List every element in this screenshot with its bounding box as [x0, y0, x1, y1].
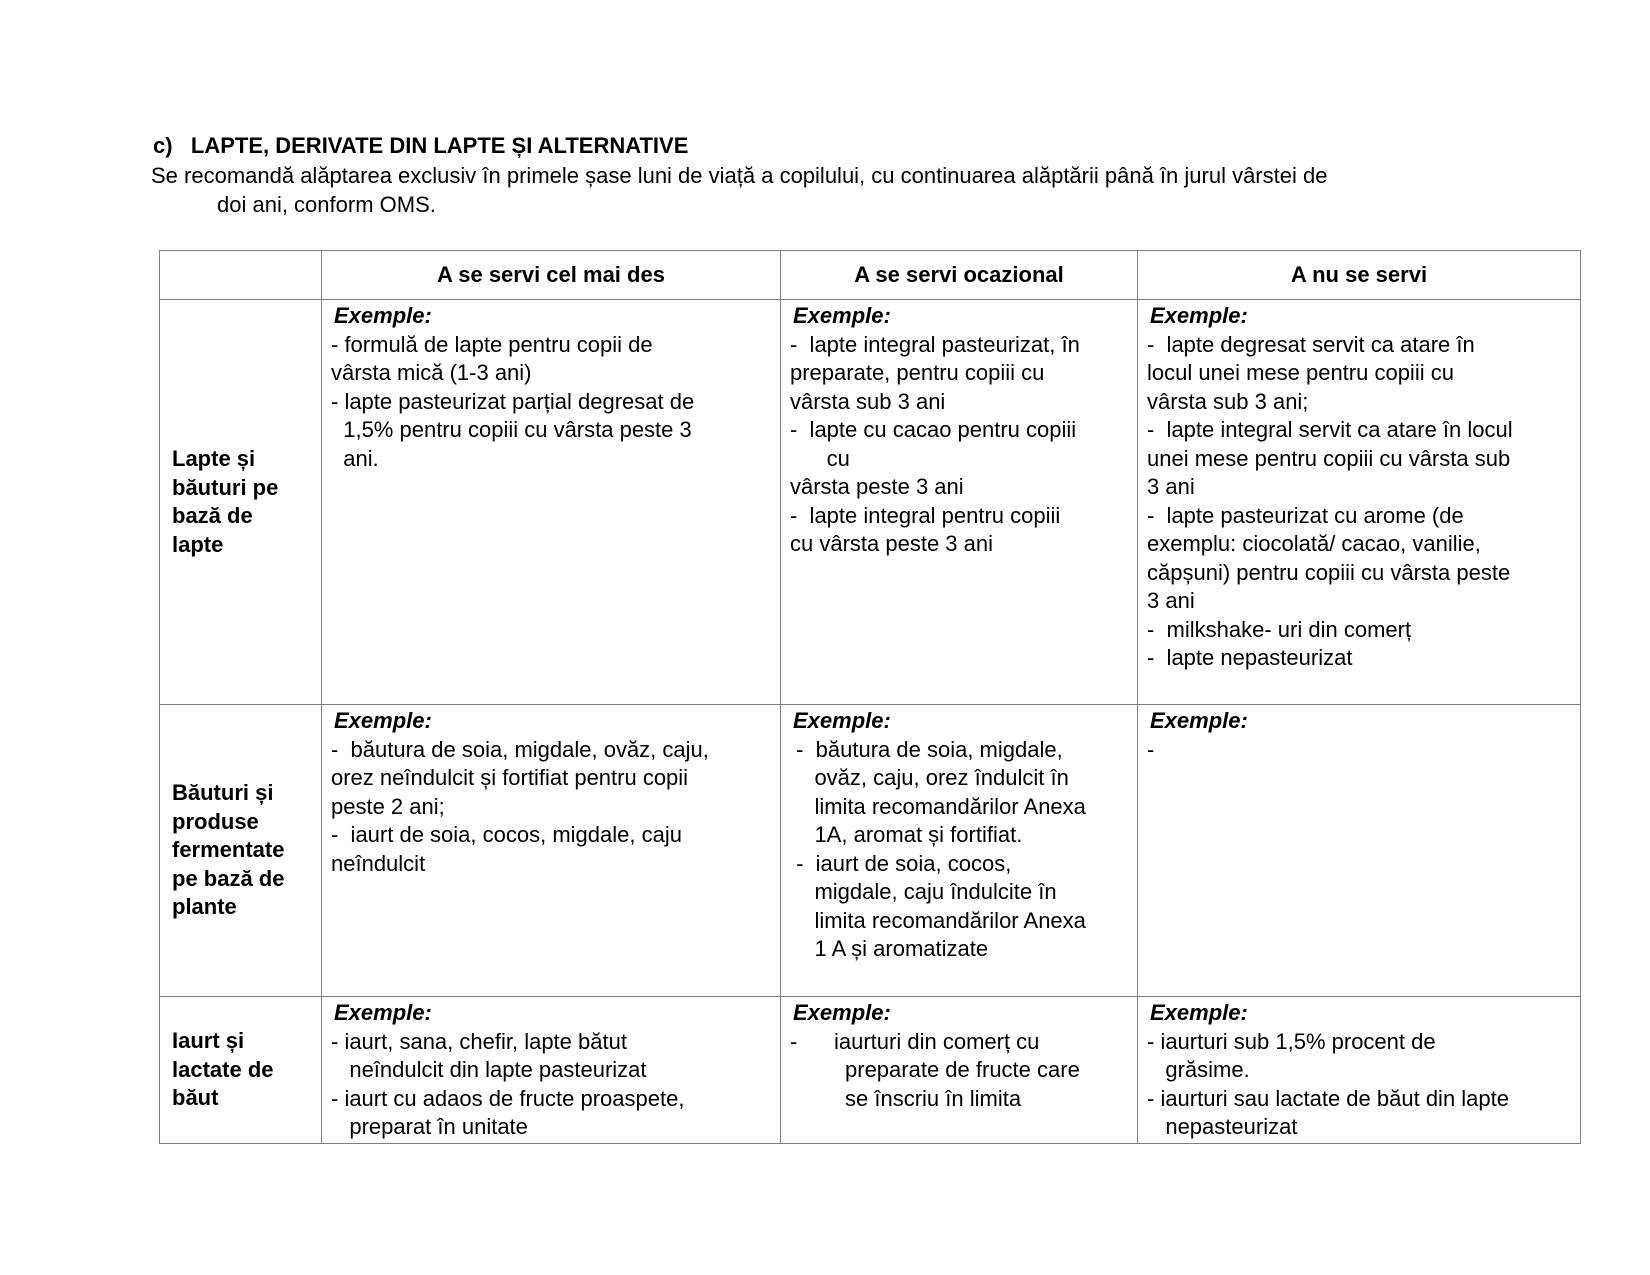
section-marker: c) [153, 133, 173, 158]
examples-label: Exemple: [1150, 303, 1248, 328]
cell-line: preparat în unitate [331, 1114, 528, 1139]
examples-label: Exemple: [334, 303, 432, 328]
examples-label: Exemple: [793, 708, 891, 733]
cell-line: - iaurt de soia, cocos, [790, 850, 1012, 876]
row-label-line: Iaurt și [172, 1028, 245, 1054]
header-row [160, 251, 1581, 300]
cell-line: 3 ani [1147, 588, 1195, 613]
cell-line: - iaurt de soia, cocos, migdale, caju [331, 822, 682, 847]
section-heading [153, 133, 688, 159]
cell-line: căpșuni) pentru copiii cu vârsta peste [1147, 559, 1511, 585]
cell-line: neîndulcit [331, 850, 426, 876]
cell-do-not-serve [1138, 300, 1581, 705]
header-occasionally: A se servi ocazional [781, 251, 1138, 300]
row-label-line: produse [172, 808, 259, 834]
examples-label: Exemple: [334, 1000, 432, 1025]
row-label-line: plante [172, 894, 237, 920]
cell-line: - lapte integral servit ca atare în locul [1147, 417, 1513, 442]
cell-do-not-serve [1138, 997, 1581, 1144]
cell-line: - lapte cu cacao pentru copiii [790, 417, 1077, 442]
table-row [160, 997, 1581, 1144]
cell-line: ani. [331, 445, 379, 471]
cell-line: - băutura de soia, migdale, ovăz, caju, [331, 736, 709, 762]
intro-line: Se recomandă alăptarea exclusiv în primele șase luni de viață a copilului, cu continuarea alăptării până în jurul vârstei de [151, 163, 1328, 188]
examples-label: Exemple: [334, 708, 432, 733]
cell-line: - lapte nepasteurizat [1147, 645, 1353, 670]
cell-most-often [322, 997, 781, 1144]
cell-line: - lapte integral pentru copiii [790, 502, 1061, 528]
cell-line: - iaurturi din comerț cu [790, 1028, 1040, 1054]
intro-paragraph [151, 162, 1327, 219]
cell-line: - lapte degresat servit ca atare în [1147, 331, 1475, 357]
cell-line: - milkshake- uri din comerț [1147, 616, 1412, 642]
row-label [160, 300, 322, 705]
section-title: LAPTE, DERIVATE DIN LAPTE ȘI ALTERNATIVE [190, 133, 689, 158]
cell-line: orez neîndulcit și fortifiat pentru copii [331, 765, 689, 790]
cell-line: 3 ani [1147, 474, 1195, 499]
row-label-line: fermentate [172, 837, 285, 863]
row-label-line: lapte [172, 531, 224, 557]
cell-do-not-serve [1138, 705, 1581, 997]
row-label-line: bază de [172, 503, 253, 528]
row-label-line: Băuturi și [172, 780, 274, 806]
cell-most-often [322, 300, 781, 705]
cell-line: ovăz, caju, orez îndulcit în [790, 765, 1069, 790]
cell-occasionally [781, 705, 1138, 997]
cell-line: - iaurt cu adaos de fructe proaspete, [331, 1085, 685, 1111]
header-empty [160, 251, 322, 300]
header-most-often: A se servi cel mai des [322, 251, 781, 300]
examples-label: Exemple: [1150, 708, 1248, 733]
cell-line: vârsta mică (1-3 ani) [331, 360, 532, 385]
cell-line: grăsime. [1147, 1057, 1250, 1082]
cell-line: 1,5% pentru copiii cu vârsta peste 3 [331, 417, 692, 442]
cell-line: - lapte pasteurizat cu arome (de [1147, 502, 1464, 528]
row-label [160, 997, 322, 1144]
cell-occasionally [781, 300, 1138, 705]
cell-line: 1 A și aromatizate [790, 936, 989, 961]
table-row [160, 300, 1581, 705]
row-label-line: băuturi pe [172, 474, 279, 500]
cell-line: unei mese pentru copiii cu vârsta sub [1147, 445, 1511, 471]
cell-line: se înscriu în limita [790, 1085, 1022, 1111]
row-label-line: băut [172, 1085, 219, 1111]
cell-line: preparate, pentru copiii cu [790, 360, 1045, 385]
table-row [160, 705, 1581, 997]
cell-line: - lapte pasteurizat parțial degresat de [331, 388, 695, 414]
row-label [160, 705, 322, 997]
examples-label: Exemple: [1150, 1000, 1248, 1025]
cell-line: - formulă de lapte pentru copii de [331, 331, 653, 357]
cell-line: neîndulcit din lapte pasteurizat [331, 1057, 647, 1082]
row-label-line: pe bază de [172, 865, 285, 891]
cell-line: cu vârsta peste 3 ani [790, 531, 994, 556]
cell-line: - băutura de soia, migdale, [790, 736, 1063, 762]
cell-line: cu [790, 445, 850, 471]
cell-line: locul unei mese pentru copiii cu [1147, 360, 1454, 385]
cell-line: - iaurturi sub 1,5% procent de [1147, 1028, 1436, 1054]
row-label-line: Lapte și [172, 446, 256, 471]
cell-line: peste 2 ani; [331, 793, 445, 819]
cell-line: - [1147, 736, 1155, 762]
cell-line: preparate de fructe care [790, 1057, 1080, 1082]
cell-line: nepasteurizat [1147, 1114, 1298, 1139]
examples-label: Exemple: [793, 303, 891, 328]
cell-line: limita recomandărilor Anexa [790, 907, 1086, 933]
cell-line: limita recomandărilor Anexa [790, 793, 1086, 819]
row-label-line: lactate de [172, 1056, 274, 1082]
cell-most-often [322, 705, 781, 997]
cell-line: migdale, caju îndulcite în [790, 879, 1057, 904]
header-do-not-serve: A nu se servi [1138, 251, 1581, 300]
cell-line: - iaurturi sau lactate de băut din lapte [1147, 1085, 1510, 1111]
cell-line: vârsta peste 3 ani [790, 474, 964, 499]
cell-line: vârsta sub 3 ani [790, 388, 946, 414]
cell-line: vârsta sub 3 ani; [1147, 388, 1309, 414]
cell-occasionally [781, 997, 1138, 1144]
intro-line: doi ani, conform OMS. [217, 191, 436, 217]
recommendations-table [159, 250, 1581, 1144]
cell-line: exemplu: ciocolată/ cacao, vanilie, [1147, 531, 1481, 556]
examples-label: Exemple: [793, 1000, 891, 1025]
cell-line: - iaurt, sana, chefir, lapte bătut [331, 1028, 627, 1054]
cell-line: - lapte integral pasteurizat, în [790, 331, 1080, 357]
cell-line: 1A, aromat și fortifiat. [790, 822, 1023, 847]
